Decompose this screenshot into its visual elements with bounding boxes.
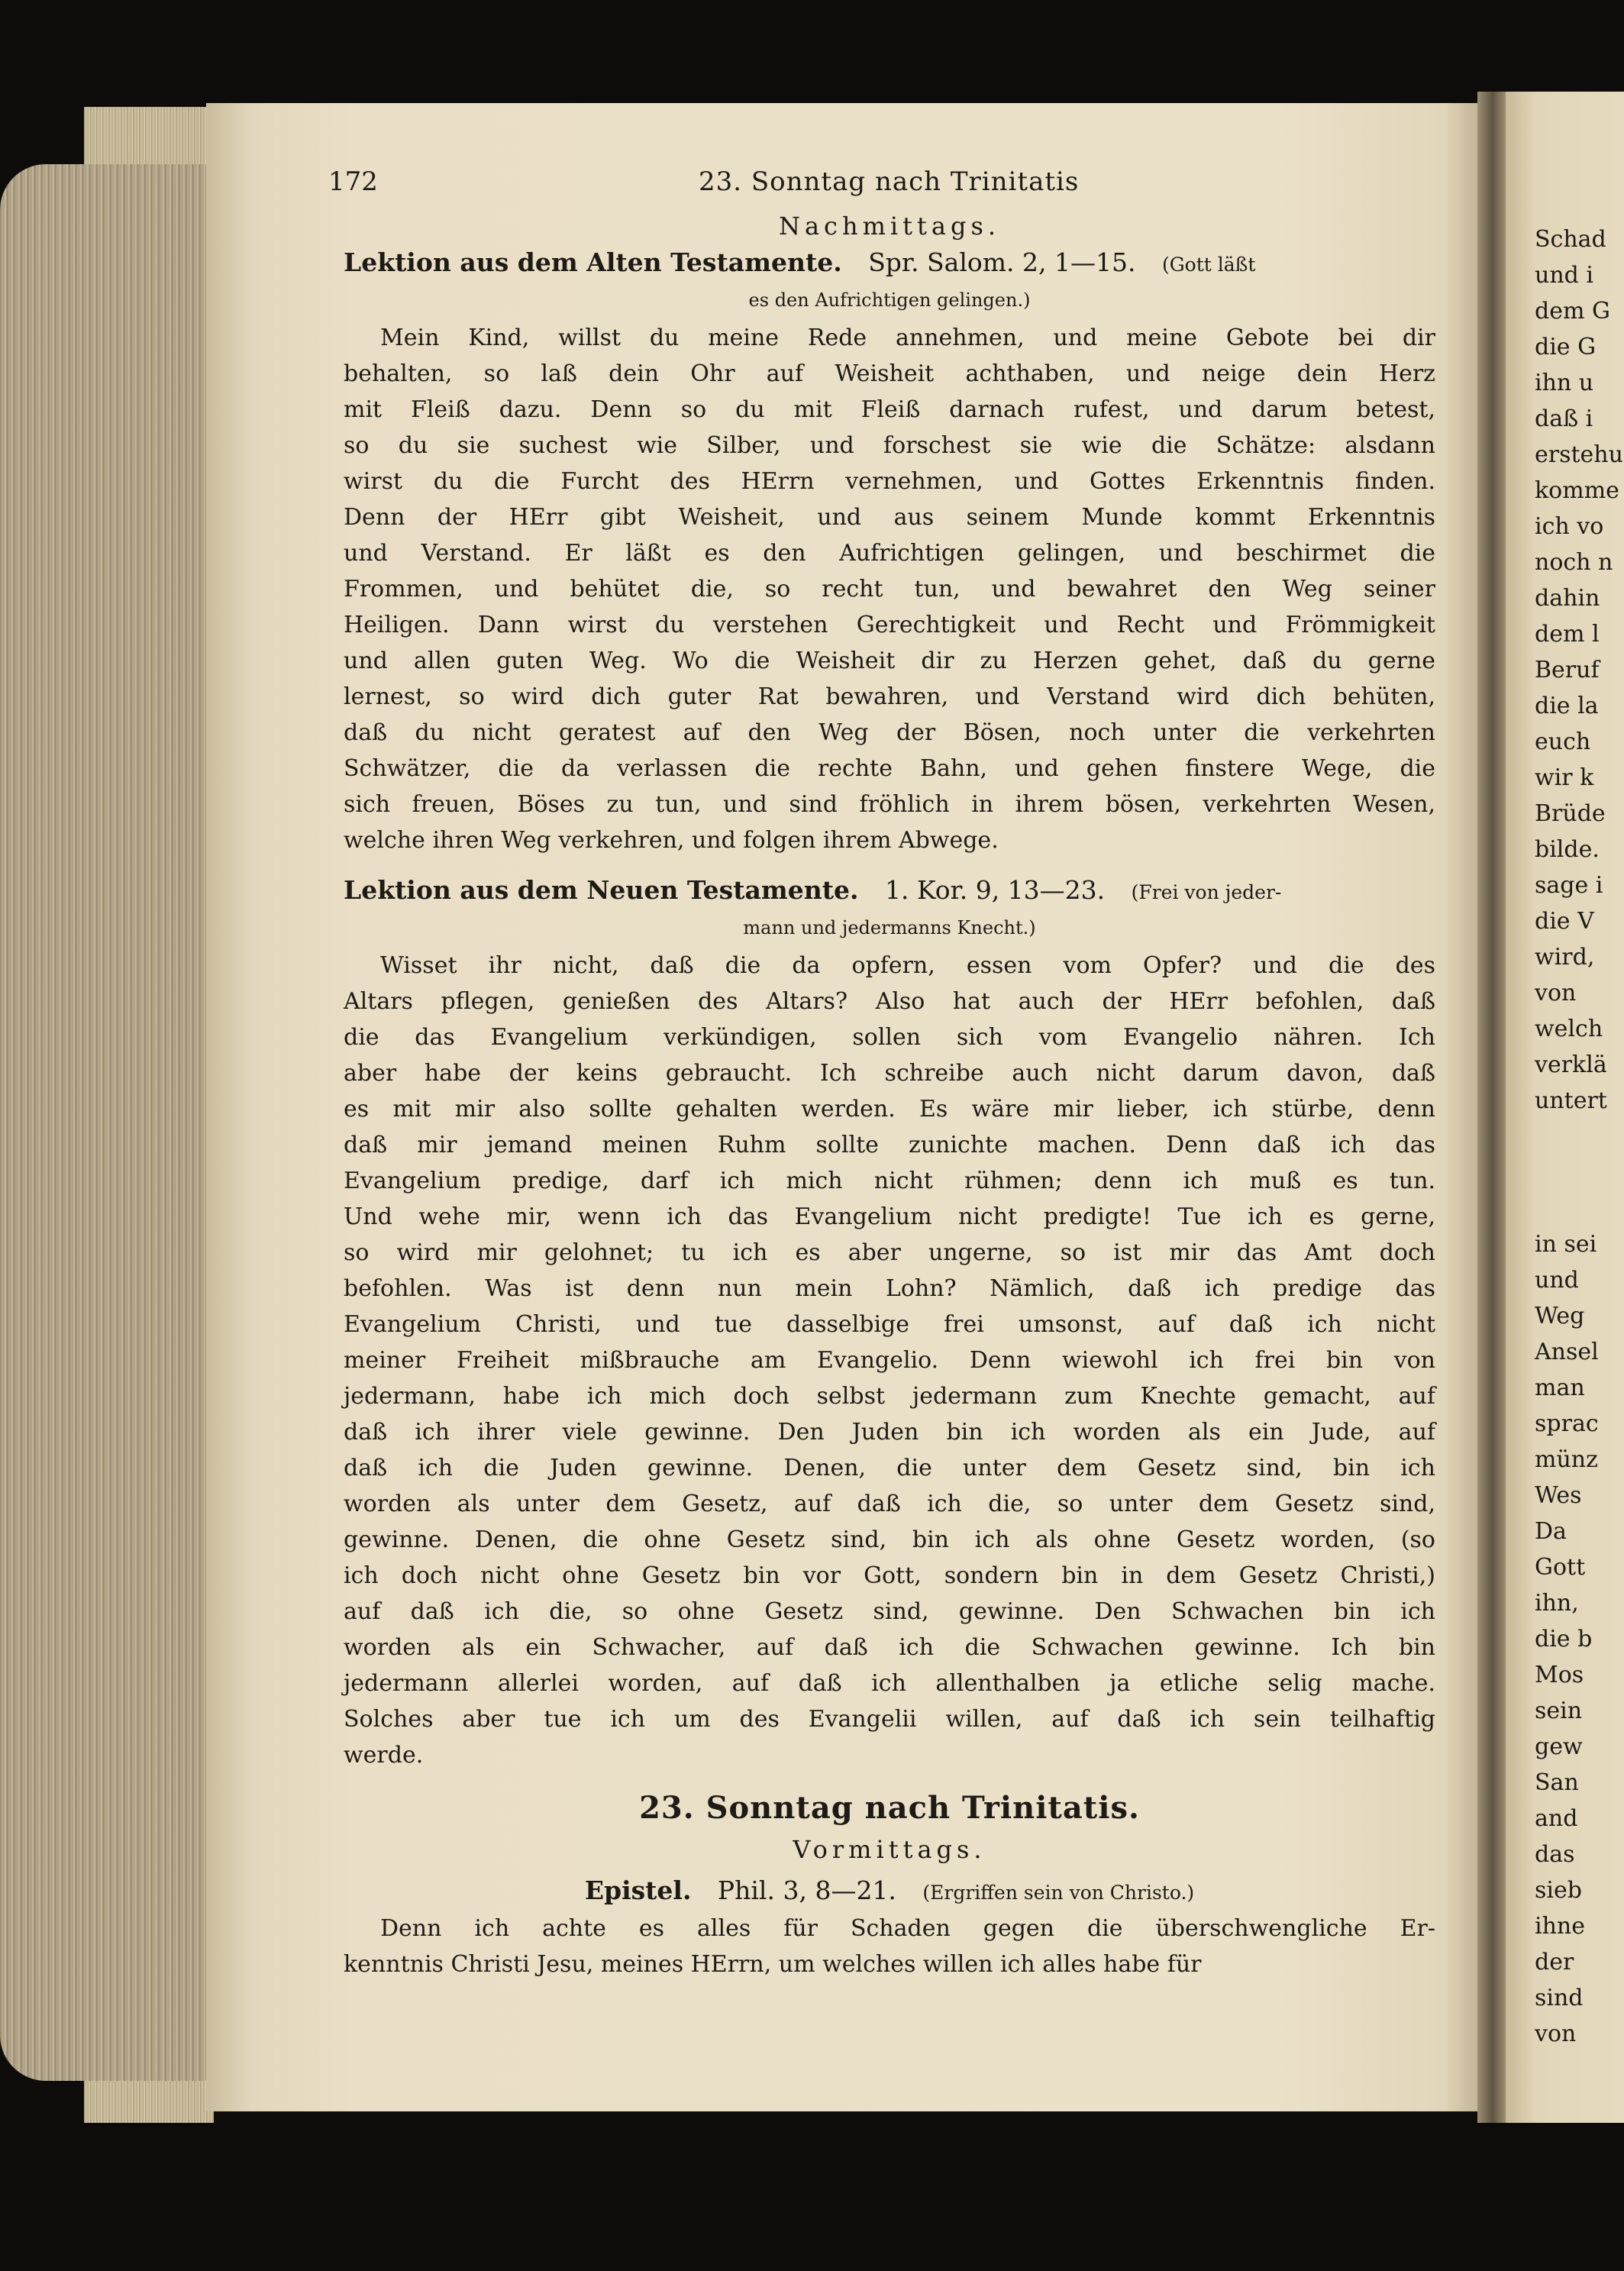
facing-line: sieb [1535, 1877, 1582, 1904]
facing-line: welch [1535, 1016, 1603, 1042]
text-line: Evangelium Christi, und tue dasselbige frei umsonst, auf daß ich nicht [344, 1311, 1435, 1338]
facing-line: daß i [1535, 405, 1593, 432]
facing-line: noch n [1535, 549, 1613, 576]
facing-line: münz [1535, 1446, 1598, 1473]
facing-page-text [1535, 221, 1623, 2052]
facing-line [1535, 1190, 1623, 1226]
facing-line: Wes [1535, 1482, 1582, 1509]
text-line: Evangelium predige, darf ich mich nicht rühmen; denn ich muß es tun. [344, 1168, 1435, 1194]
facing-line: sage i [1535, 872, 1603, 899]
text-line: auf daß ich die, so ohne Gesetz sind, gewinne. Den Schwachen bin ich [344, 1598, 1435, 1625]
text-line: Schwätzer, die da verlassen die rechte Bahn, und gehen finstere Wege, die [344, 755, 1435, 782]
text-line: und Verstand. Er läßt es den Aufrichtigen gelingen, und beschirmet die [344, 540, 1435, 567]
text-line: aber habe der keins gebraucht. Ich schreibe auch nicht darum davon, daß [344, 1060, 1435, 1087]
text-line: meiner Freiheit mißbrauche am Evangelio. Denn wiewohl ich frei bin von [344, 1347, 1435, 1374]
facing-line: Ansel [1535, 1339, 1599, 1365]
text-line: ich doch nicht ohne Gesetz bin vor Gott, sondern bin in dem Gesetz Christi,) [344, 1562, 1435, 1589]
lesson2-note: (Frei von jeder- [1131, 881, 1282, 903]
epistle-heading-line [344, 1872, 1435, 1911]
facing-line: Da [1535, 1518, 1567, 1545]
page-number: 172 [328, 166, 378, 197]
lesson1-heading-line [344, 244, 1435, 283]
text-line: Denn der HErr gibt Weisheit, und aus seinem Munde kommt Erkenntnis [344, 504, 1435, 531]
text-line: Denn ich achte es alles für Schaden gegen die überschwengliche Er- [380, 1915, 1435, 1942]
text-line: jedermann, habe ich mich doch selbst jedermann zum Knechte gemacht, auf [344, 1383, 1435, 1410]
text-line: jedermann allerlei worden, auf daß ich allenthalben ja etliche selig mache. [344, 1670, 1435, 1697]
lesson1-body [344, 320, 1435, 858]
facing-line: Schad [1535, 226, 1606, 253]
text-line: Wisset ihr nicht, daß die da opfern, essen vom Opfer? und die des [380, 952, 1435, 979]
facing-line: dem l [1535, 621, 1600, 648]
text-line: es mit mir also sollte gehalten werden. Es wäre mir lieber, ich stürbe, denn [344, 1096, 1435, 1123]
facing-line: komme [1535, 477, 1619, 504]
facing-line: dem G [1535, 298, 1610, 325]
facing-line: sind [1535, 1985, 1584, 2011]
facing-line: ihn, [1535, 1590, 1579, 1617]
facing-line: gew [1535, 1733, 1583, 1760]
book-gutter [1477, 92, 1508, 2123]
facing-line: untert [1535, 1087, 1607, 1114]
text-line: Mein Kind, willst du meine Rede annehmen, und meine Gebote bei dir [380, 325, 1435, 351]
page-header [328, 164, 1435, 208]
lesson2-heading-line [344, 872, 1435, 910]
text-line: Solches aber tue ich um des Evangelii willen, auf daß ich sein teilhaftig [344, 1706, 1435, 1733]
page-text [328, 164, 1435, 1982]
facing-line: euch [1535, 728, 1591, 755]
page-edges [0, 164, 210, 2081]
text-line: sich freuen, Böses zu tun, und sind fröhlich in ihrem bösen, verkehrten Wesen, [344, 791, 1435, 818]
lesson2-body [344, 948, 1435, 1773]
text-line: mit Fleiß dazu. Denn so du mit Fleiß darnach rufest, und darum betest, [344, 396, 1435, 423]
facing-line: verklä [1535, 1052, 1607, 1078]
text-line: kenntnis Christi Jesu, meines HErrn, um welches willen ich alles habe für [344, 1951, 1202, 1978]
facing-line: man [1535, 1375, 1585, 1401]
text-line: werde. [344, 1742, 424, 1769]
facing-line: wird, [1535, 944, 1595, 971]
facing-line: and [1535, 1805, 1578, 1832]
text-line: gewinne. Denen, die ohne Gesetz sind, bin ich als ohne Gesetz worden, (so [344, 1526, 1435, 1553]
lesson1-note: (Gott läßt [1161, 254, 1256, 276]
facing-line: die V [1535, 908, 1594, 935]
facing-line: in sei [1535, 1231, 1597, 1258]
text-line: wirst du die Furcht des HErrn vernehmen, und Gottes Erkenntnis finden. [344, 468, 1435, 495]
section2-title: 23. Sonntag nach Trinitatis. [639, 1790, 1140, 1826]
facing-line: und i [1535, 262, 1593, 289]
text-line: befohlen. Was ist denn nun mein Lohn? Nämlich, daß ich predige das [344, 1275, 1435, 1302]
text-line: Frommen, und behütet die, so recht tun, und bewahret den Weg seiner [344, 576, 1435, 602]
facing-line: bilde. [1535, 836, 1600, 863]
text-line: die das Evangelium verkündigen, sollen sich vom Evangelio nähren. Ich [344, 1024, 1435, 1051]
lesson2-heading: Lektion aus dem Neuen Testamente. [344, 875, 859, 905]
facing-line: der [1535, 1949, 1574, 1975]
text-line: Und wehe mir, wenn ich das Evangelium nicht predigte! Tue ich es gerne, [344, 1203, 1435, 1230]
facing-line: Weg [1535, 1303, 1585, 1329]
facing-line [1535, 1155, 1623, 1190]
text-line: daß ich die Juden gewinne. Denen, die unter dem Gesetz sind, bin ich [344, 1455, 1435, 1481]
text-line: daß ich ihrer viele gewinne. Den Juden bin ich worden als ein Jude, auf [344, 1419, 1435, 1446]
text-line: lernest, so wird dich guter Rat bewahren, und Verstand wird dich behüten, [344, 683, 1435, 710]
facing-line [1535, 1119, 1623, 1155]
facing-line: Brüde [1535, 800, 1606, 827]
text-line: so du sie suchest wie Silber, und forschest sie wie die Schätze: alsdann [344, 432, 1435, 459]
facing-line: ihne [1535, 1913, 1585, 1940]
facing-line: erstehu [1535, 441, 1623, 468]
text-line: Altars pflegen, genießen des Altars? Also hat auch der HErr befohlen, daß [344, 988, 1435, 1015]
facing-line: von [1535, 2021, 1577, 2047]
text-line: daß mir jemand meinen Ruhm sollte zunichte machen. Denn daß ich das [344, 1132, 1435, 1158]
facing-line: von [1535, 980, 1577, 1006]
text-line: behalten, so laß dein Ohr auf Weisheit achthaben, und neige dein Herz [344, 360, 1435, 387]
facing-line: Gott [1535, 1554, 1586, 1581]
facing-line: ihn u [1535, 370, 1594, 396]
lesson2-ref: 1. Kor. 9, 13—23. [884, 875, 1106, 905]
facing-line: San [1535, 1769, 1579, 1796]
facing-line: die la [1535, 693, 1599, 719]
lesson1-heading: Lektion aus dem Alten Testamente. [344, 247, 842, 277]
facing-line: und [1535, 1267, 1579, 1294]
facing-line: die G [1535, 334, 1597, 360]
epistle-ref: Phil. 3, 8—21. [717, 1875, 896, 1905]
lesson2-note-cont: mann und jedermanns Knecht.) [743, 917, 1036, 938]
facing-line: Beruf [1535, 657, 1600, 683]
text-line: Heiligen. Dann wirst du verstehen Gerechtigkeit und Recht und Frömmigkeit [344, 612, 1435, 638]
epistle-body [344, 1911, 1435, 1982]
facing-line: Mos [1535, 1662, 1584, 1688]
section2-subtitle: Vormittags. [793, 1835, 986, 1864]
facing-line: die b [1535, 1626, 1593, 1652]
text-line: und allen guten Weg. Wo die Weisheit dir zu Herzen gehet, daß du gerne [344, 648, 1435, 674]
facing-line: dahin [1535, 585, 1600, 612]
facing-line: wir k [1535, 764, 1594, 791]
text-line: welche ihren Weg verkehren, und folgen ihrem Abwege. [344, 827, 999, 854]
section-subtitle: Nachmittags. [778, 212, 1001, 241]
facing-line: sein [1535, 1698, 1583, 1724]
text-line: so wird mir gelohnet; tu ich es aber ungerne, so ist mir das Amt doch [344, 1239, 1435, 1266]
text-line: worden als unter dem Gesetz, auf daß ich die, so unter dem Gesetz sind, [344, 1491, 1435, 1517]
lesson1-ref: Spr. Salom. 2, 1—15. [868, 247, 1136, 277]
lesson1-note-cont: es den Aufrichtigen gelingen.) [748, 289, 1031, 311]
text-line: daß du nicht geratest auf den Weg der Bösen, noch unter die verkehrten [344, 719, 1435, 746]
running-title: 23. Sonntag nach Trinitatis [699, 166, 1080, 197]
text-line: worden als ein Schwacher, auf daß ich die Schwachen gewinne. Ich bin [344, 1634, 1435, 1661]
facing-line: das [1535, 1841, 1575, 1868]
facing-line: ich vo [1535, 513, 1604, 540]
facing-line: sprac [1535, 1410, 1599, 1437]
epistle-note: (Ergriffen sein von Christo.) [922, 1882, 1195, 1904]
epistle-heading: Epistel. [584, 1875, 692, 1905]
